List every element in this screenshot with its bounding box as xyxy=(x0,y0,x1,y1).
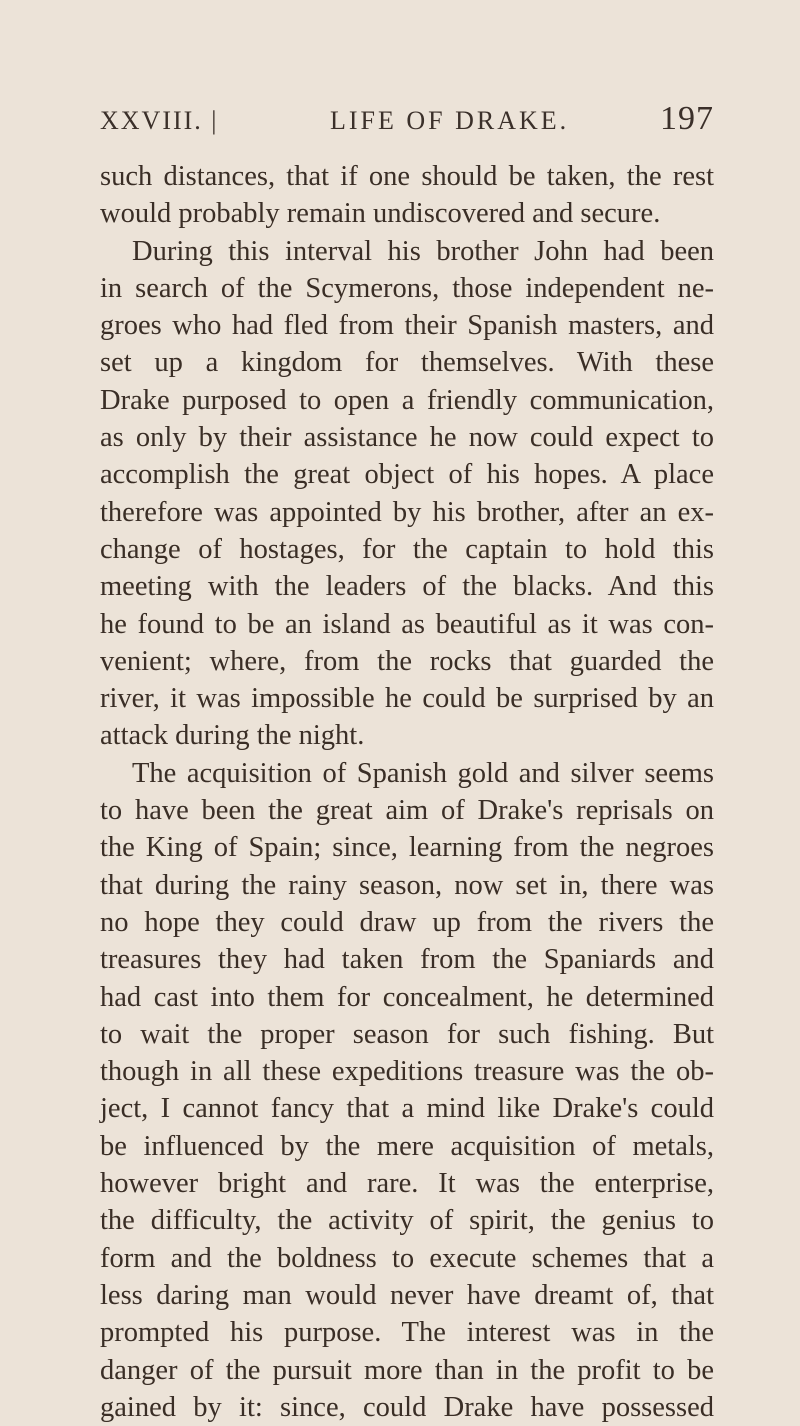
text-line: be influenced by the mere acquisition of metals, xyxy=(100,1130,714,1162)
text-line: however bright and rare. It was the enterprise, xyxy=(100,1168,714,1200)
text-line: therefore was appointed by his brother, after an ex- xyxy=(100,496,714,528)
text-line: Drake purposed to open a friendly communication, xyxy=(100,384,714,416)
text-line: to have been the great aim of Drake's reprisals on xyxy=(100,795,714,827)
text-line: had cast into them for concealment, he determined xyxy=(100,981,714,1013)
text-line: prompted his purpose. The interest was in the xyxy=(100,1317,714,1349)
text-line: less daring man would never have dreamt of, that xyxy=(100,1279,714,1311)
text-line: During this interval his brother John had been xyxy=(132,235,714,267)
text-line: river, it was impossible he could be surprised by an xyxy=(100,683,714,715)
text-line: change of hostages, for the captain to hold this xyxy=(100,533,714,565)
text-line: the King of Spain; since, learning from the negroes xyxy=(100,832,714,864)
text-line: as only by their assistance he now could expect to xyxy=(100,422,714,454)
text-line: meeting with the leaders of the blacks. And this xyxy=(100,571,714,603)
text-line: though in all these expeditions treasure was the ob- xyxy=(100,1056,714,1088)
text-line: no hope they could draw up from the rivers the xyxy=(100,906,714,938)
text-line: danger of the pursuit more than in the profit to be xyxy=(100,1354,714,1386)
text-line: he found to be an island as beautiful as it was con- xyxy=(100,608,714,640)
text-line: such distances, that if one should be taken, the rest xyxy=(100,161,714,192)
text-line: accomplish the great object of his hopes. A place xyxy=(100,459,714,491)
text-line: the difficulty, the activity of spirit, the genius to xyxy=(100,1205,714,1237)
page-number: 197 xyxy=(660,100,714,137)
text-line: gained by it: since, could Drake have possessed xyxy=(100,1391,714,1423)
text-line: venient; where, from the rocks that guarded the xyxy=(100,645,714,677)
running-title: LIFE OF DRAKE. xyxy=(330,106,570,135)
text-line: treasures they had taken from the Spaniards and xyxy=(100,944,714,976)
chapter-number: XXVIII. | xyxy=(100,106,219,135)
running-header xyxy=(100,100,714,150)
text-line: would probably remain undiscovered and secure. xyxy=(100,198,661,230)
text-line: ject, I cannot fancy that a mind like Drake's could xyxy=(100,1093,714,1125)
body-text xyxy=(100,158,714,1426)
text-line: The acquisition of Spanish gold and silver seems xyxy=(132,757,714,789)
text-line: in search of the Scymerons, those independent ne- xyxy=(100,272,714,304)
text-line: form and the boldness to execute schemes that a xyxy=(100,1242,714,1274)
text-line: attack during the night. xyxy=(100,720,365,752)
text-line: set up a kingdom for themselves. With these xyxy=(100,347,714,379)
text-line: groes who had fled from their Spanish masters, and xyxy=(100,310,714,342)
text-line: that during the rainy season, now set in, there was xyxy=(100,869,714,901)
text-line: to wait the proper season for such fishing. But xyxy=(100,1018,714,1050)
